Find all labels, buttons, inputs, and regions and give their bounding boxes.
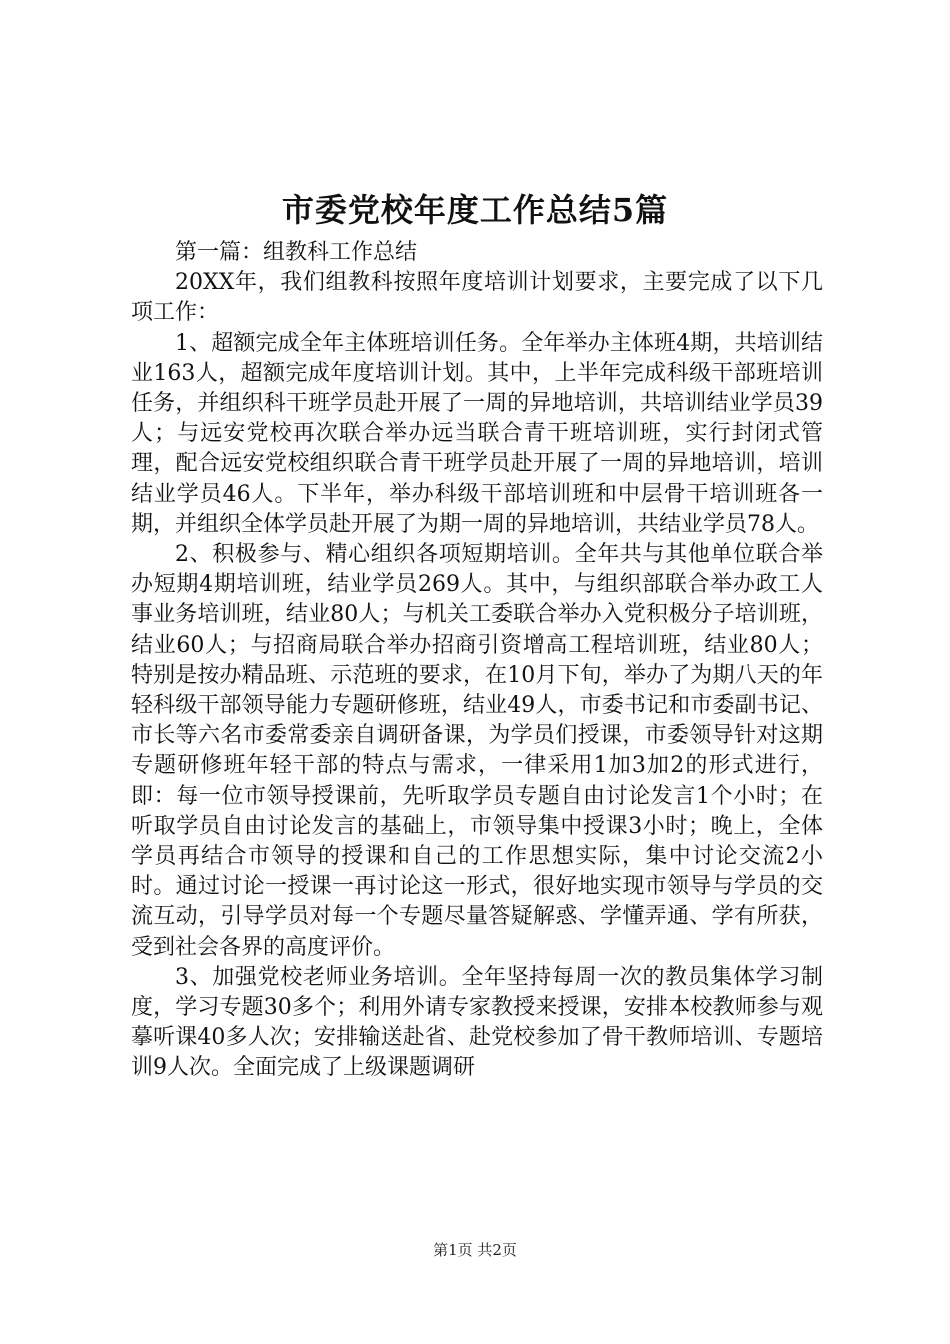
body-paragraph: 2、积极参与、精心组织各项短期培训。全年共与其他单位联合举办短期4期培训班，结业学员269人。其中，与组织部联合举办政工人事业务培训班，结业80人；与机关工委联合举办入党积极分子培训班，结业60人；与招商局联合举办招商引资增高工程培训班，结业80人；特别是按办精品班、示范班的要求，在10月下旬，举办了为期八天的年轻科级干部领导能力专题研修班，结业49人，市委书记和市委副书记、市长等六名市委常委亲自调研备课，为学员们授课，市委领导针对这期专题研修班年轻干部的特点与需求，一律采用1加3加2的形式进行，即：每一位市领导授课前，先听取学员专题自由讨论发言1个小时；在听取学员自由讨论发言的基础上，市领导集中授课3小时；晚上，全体学员再结合市领导的授课和自己的工作思想实际，集中讨论交流2小时。通过讨论一授课一再讨论这一形式，很好地实现市领导与学员的交流互动，引导学员对每一个专题尽量答疑解惑、学懂弄通、学有所获，受到社会各界的高度评价。 [131,542,823,960]
body-paragraph: 20XX年，我们组教科按照年度培训计划要求，主要完成了以下几项工作： [131,270,823,326]
body-paragraph: 1、超额完成全年主体班培训任务。全年举办主体班4期，共培训结业163人，超额完成年度培训计划。其中，上半年完成科级干部班培训任务，并组织科干班学员赴开展了一周的异地培训，共培训结业学员39人；与远安党校再次联合举办远当联合青干班培训班，实行封闭式管理，配合远安党校组织联合青干班学员赴开展了一周的异地培训，培训结业学员46人。下半年，举办科级干部培训班和中层骨干培训班各一期，并组织全体学员赴开展了为期一周的异地培训，共结业学员78人。 [131,330,823,537]
section-heading: 第一篇：组教科工作总结 [175,240,418,265]
document-body [131,238,823,1084]
document-title: 市委党校年度工作总结5篇 [281,191,669,229]
page-footer: 第1页 共2页 [433,1241,517,1259]
body-paragraph: 3、加强党校老师业务培训。全年坚持每周一次的教员集体学习制度，学习专题30多个；利用外请专家教授来授课，安排本校教师参与观摹听课40多人次；安排输送赴省、赴党校参加了骨干教师培训、专题培训9人次。全面完成了上级课题调研 [131,964,823,1081]
